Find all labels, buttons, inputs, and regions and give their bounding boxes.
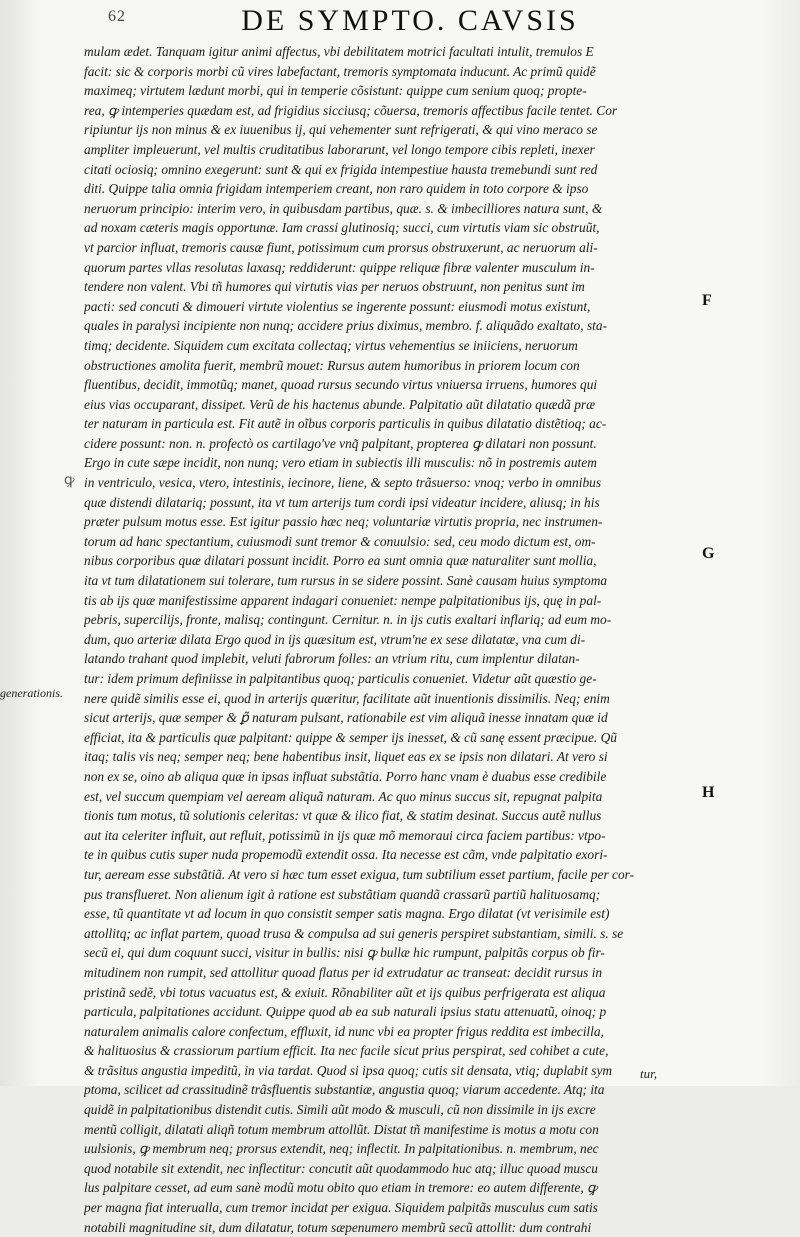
text-line: lus palpitare cesset, ad eum sanè modũ motu obito quo etiam in tremore: eo autem differente, ꝙ xyxy=(84,1180,598,1196)
text-line: pristinã sedẽ, vbi totus vacuatus est, & exiuit. Rõnabiliter aũt et ijs quibus perfrigerata est aliqua xyxy=(84,984,606,1000)
text-line: tur, aeream esse substãtiã. At vero si hæc tum esset exigua, tum subtilium esset partium, facile per cor- xyxy=(84,866,635,882)
margin-marker-g: G xyxy=(702,545,715,562)
text-line: dum, quo arteriæ dilata Ergo quod in ijs quæsitum est, vtrum'ne ex sese dilatatæ, vna cum di- xyxy=(84,631,586,647)
text-line: fluentibus, decidit, immotũq; manet, quoad rursus secundo virtus vniuersa irruens, humores qui xyxy=(84,377,598,393)
text-line: tionis tum motus, tũ solutionis celeritas: vt quæ & ilico fiat, & statim desinat. Succus autẽ nullus xyxy=(84,808,602,824)
text-line: quorum partes vllas resolutas laxasq; reddiderunt: quippe reliquæ fibræ valenter musculum in- xyxy=(84,259,595,275)
margin-marker-f: F xyxy=(702,292,712,309)
text-line: præter pulsum motus esse. Est igitur passio hæc neq; voluntariæ virtutis propria, nec instrumen- xyxy=(84,514,603,530)
text-line: ampliter impleuerunt, vel multis cruditatibus laborarunt, vel longo tempore cibis repleti, inexer xyxy=(84,141,595,157)
text-line: & trãsitus angustia impeditũ, in via tardat. Quod si ipsa quoq; cutis sit densata, vtiq; duplabit sym xyxy=(84,1062,613,1078)
text-line: diti. Quippe talia omnia frigidam intemperiem creant, non raro quidem in toto corpore & ipso xyxy=(84,181,589,197)
text-line: torum ad hanc spectantium, cuiusmodi sunt tremor & conuulsio: sed, ceu modo dictum est, om- xyxy=(84,533,596,549)
text-line: citati ociosiq; omnino exegerunt: sunt & qui ex frigida intempestiue hausta tremebundi sunt red xyxy=(84,161,598,177)
text-line: sicut arterijs, quæ semper & ꝑ̃ naturam pulsant, rationabile est vim aliquã inesse innatam quæ id xyxy=(84,710,608,726)
text-line: facit: sic & corporis morbi cũ vires labefactant, tremoris symptomata inducunt. Ac primũ quidẽ xyxy=(84,63,596,79)
text-line: quod notabile sit extendit, nec inflectitur: concutit aũt quodammodo huc atq; illuc quoad muscu xyxy=(84,1160,598,1176)
text-line: pacti: sed concuti & dimoueri virtute violentius se ingerente possunt: eiusmodi motus existunt, xyxy=(84,298,591,314)
text-line: notabili magnitudine sit, dum dilatatur, totum sæpenumero membrũ secũ attollit: dum contrahi xyxy=(84,1219,592,1235)
text-line: aut ita celeriter influit, aut refluit, potissimũ in ijs quæ mõ memoraui circa faciem partibus: vtpo- xyxy=(84,827,606,843)
text-line: ptoma, scilicet ad crassitudinẽ trãsfluentis substantiæ, angustia quoq; viarum accedente. Atq; ita xyxy=(84,1082,605,1098)
text-line: rea, ꝙ intemperies quædam est, ad frigidius sicciusq; cõuersa, tremoris affectibus facile tentet. Cor xyxy=(84,102,618,118)
text-line: cidere possunt: non. n. profectò os cartilago've vnq̃ palpitant, propterea ꝙ dilatari non possunt. xyxy=(84,435,597,451)
text-line: quæ distendi dilatariq; possunt, ita vt tum arterijs tum cordi ipsi videatur incidere, aliusq; in his xyxy=(84,494,600,510)
text-line: timq; decidente. Siquidem cum excitata collectaq; virtus vehementius se iniiciens, neruorum xyxy=(84,337,578,353)
text-line: mulam ædet. Tanquam igitur animi affectus, vbi debilitatem motrici facultati intulit, tremulos E xyxy=(84,44,594,59)
text-line: mitudinem non rumpit, sed attollitur quoad flatus per id extrudatur ac transeat: decidit rursus in xyxy=(84,964,603,980)
text-line: in ventriculo, vesica, vtero, intestinis, iecinore, liene, & septo trãsuerso: vnoq; verbo in omnibus xyxy=(84,475,602,491)
text-line: pebris, supercilijs, fronte, malisq; contingunt. Cernitur. n. in ijs cutis exaltari inflariq; ad eum mo- xyxy=(84,612,612,628)
margin-symbol: ꝙ xyxy=(64,473,75,488)
text-line: nibus corporibus quæ dilatari possunt incidit. Porro ea sunt omnia quæ naturaliter sunt mollia, xyxy=(84,553,597,569)
text-line: tendere non valent. Vbi tñ humores qui virtutis vias per neruos obstruunt, non penitus sunt im xyxy=(84,279,585,295)
text-line: pus transflueret. Non alienum igit à ratione est substãtiam quandã crassarũ partiũ halituosamq; xyxy=(84,886,601,902)
main-text-block xyxy=(84,42,700,1237)
text-line: & halituosius & crassiorum partium efficit. Ita nec facile sicut prius perspirat, sed cohibet a cute, xyxy=(84,1043,609,1059)
text-line: quidẽ in palpitationibus distendit cutis. Simili aũt modo & musculi, cũ non dissimile in ijs excre xyxy=(84,1102,596,1118)
text-line: ripiuntur ijs non minus & ex iuuenibus ij, qui vehementer sunt refrigerati, & qui vino meraco se xyxy=(84,122,598,138)
margin-marker-h: H xyxy=(702,784,715,801)
text-line: ad noxam cæteris magis opportunæ. Iam crassi glutinosiq; succi, cum virtutis viam sic obstruũt, xyxy=(84,220,600,236)
text-line: particula, palpitationes accidunt. Quippe quod ab ea sub naturali ipsius statu attenuatũ, oinoq; p xyxy=(84,1004,607,1020)
text-line: itaq; talis vis neq; semper neq; bene habentibus insit, liquet eas ex se ipsis non dilatari. At vero si xyxy=(84,749,608,765)
text-line: mentũ colligit, dilatati aliqñ totum membrum attollũt. Distat tñ manifestime is motus a motu con xyxy=(84,1121,599,1137)
text-line: non ex se, oino ab aliqua quæ in ipsas influat substãtia. Porro hanc vnam è duabus esse credibile xyxy=(84,768,607,784)
page-number: 62 xyxy=(108,8,126,25)
text-line: latando trahant quod implebit, veluti fabrorum folles: an vtrium ritu, cum implentur dilatan- xyxy=(84,651,580,667)
text-line: uulsionis, ꝙ membrum neq; prorsus extendit, neq; inflectit. In palpitationibus. n. membrum, nec xyxy=(84,1141,599,1157)
text-line: nere quidẽ similis esse ei, quod in arterijs quæritur, facilitate aũt inuentionis dissimilis. Neq; enim xyxy=(84,690,610,706)
text-line: esse, tũ quantitate vt ad locum in quo consistit semper satis magna. Ergo dilatat (vt verisimile est) xyxy=(84,906,610,922)
running-title: DE SYMPTO. CAVSIS xyxy=(241,4,579,37)
text-line: est, vel succum quempiam vel aeream aliquã naturam. Ac quo minus succus sit, repugnat palpita xyxy=(84,788,603,804)
text-line: tur: idem primum definiisse in palpitantibus quoq; particulis conueniet. Videtur aũt quæstio ge- xyxy=(84,671,597,686)
text-line: quales in paralysi incipiente non nunq; accidere prius diximus, membro. f. aliquãdo exaltato, sta- xyxy=(84,318,608,334)
text-line: attollitq; ac inflat partem, quoad trusa & compulsa ad sui generis perspiret substantiam, simili. s. se xyxy=(84,925,624,941)
text-line: naturalem animalis calore confectum, effluxit, id nunc vbi ea propter frigus reddita est imbecilla, xyxy=(84,1023,604,1039)
catchword: tur, xyxy=(640,1066,657,1081)
text-line: Ergo in cute sæpe incidit, non nunq; vero etiam in subiectis illi musculis: nõ in postremis autem xyxy=(84,455,597,471)
text-line: per magna fiat interualla, cum tremor incidat per exigua. Siquidem palpitãs musculus cum satis xyxy=(84,1200,598,1216)
text-line: obstructiones amolita fuerit, membrũ mouet: Rursus autem humoribus in priorem locum con xyxy=(84,357,580,373)
text-line: te in quibus cutis super nuda propemodũ extendit ossa. Ita necesse est cãm, vnde palpitatio exori- xyxy=(84,847,608,863)
text-line: neruorum principio: interim vero, in quibusdam partibus, quæ. s. & imbecilliores natura sunt, & xyxy=(84,200,603,216)
text-line: vt parcior influat, tremoris causæ fiunt, potissimum cum prorsus obstruxerunt, ac neruorum ali- xyxy=(84,239,598,255)
text-line: secũ ei, qui dum coquunt succi, visitur in bullis: nisi ꝙ bullæ hic rumpunt, palpitãs corpus ob fir- xyxy=(84,945,605,961)
margin-note: generationis. xyxy=(0,686,63,700)
text-line: ter naturam in particula est. Fit autẽ in oĩbus corporis particulis in quibus dilatatio distẽtioq; ac- xyxy=(84,416,607,432)
text-line: efficiat, ita & particulis quæ palpitant: quippe & semper ijs inesset, & cũ sanę essent præcipue. Qũ xyxy=(84,729,617,745)
text-line: ita vt tum dilatationem sui tolerare, tum rursus in se sidere possint. Sanè causam huius symptoma xyxy=(84,573,608,589)
text-line: maximeq; virtutem lædunt morbi, qui in temperie cõsistunt: quippe cum senium quoq; propte- xyxy=(84,83,587,99)
text-line: tis ab ijs quæ manifestissime apparent indagari conueniet: nempe palpitationibus ijs, quę in pal- xyxy=(84,592,602,608)
text-line: eius vias occuparant, dissipet. Verũ de his hactenus abunde. Palpitatio aũt dilatatio quædã præ xyxy=(84,396,596,412)
